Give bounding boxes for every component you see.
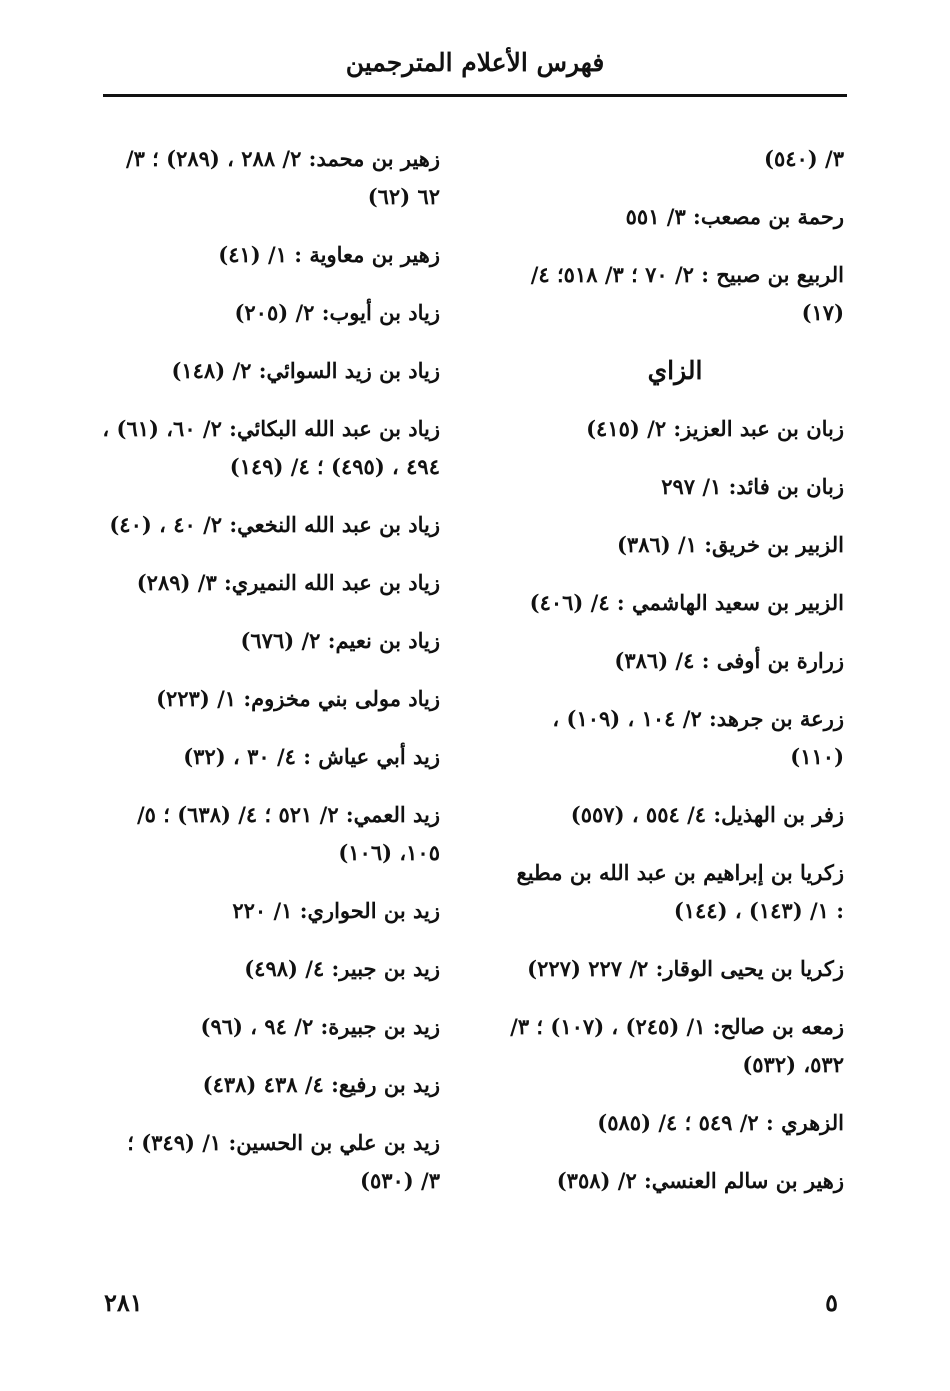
section-heading: الزاي [647,356,703,385]
index-entry: الزهري : ٢/ ٥٤٩ ؛ ٤/ (٥٨٥) [597,1110,844,1135]
index-entry: زياد بن أيوب: ٢/ (٢٠٥) [234,300,440,325]
signature-mark: ٥ [825,1288,838,1317]
index-entry: زيد العمي: ٢/ ٥٢١ ؛ ٤/ (٦٣٨) ؛ ٥/ ١٠٥، (١٠٦) [136,802,440,865]
index-entry: زرعة بن جرهد: ٢/ ١٠٤ ، (١٠٩) ، (١١٠) [552,706,844,769]
index-entry: زفر بن الهذيل: ٤/ ٥٥٤ ، (٥٥٧) [570,802,844,827]
index-entry: زيد بن الحواري: ١/ ٢٢٠ [232,898,440,923]
index-entry: الزبير بن سعيد الهاشمي : ٤/ (٤٠٦) [529,590,844,615]
index-entry: زياد بن زيد السوائي: ٢/ (١٤٨) [171,358,440,383]
index-entry: زياد مولى بني مخزوم: ١/ (٢٢٣) [156,686,440,711]
left-column [102,140,440,1220]
index-entry: زكريا بن إبراهيم بن عبد الله بن مطيع : ١/ (١٤٣) ، (١٤٤) [516,860,844,923]
index-entry: زيد بن علي بن الحسين: ١/ (٣٤٩) ؛ ٣/ (٥٣٠) [127,1130,440,1193]
index-entry: زيد بن رفيع: ٤/ ٤٣٨ (٤٣٨) [202,1072,440,1097]
page-number: ٢٨١ [104,1288,143,1317]
index-entry: ٣/ (٥٤٠) [764,146,844,171]
index-entry: زرارة بن أوفى : ٤/ (٣٨٦) [614,648,844,673]
index-entry: الزبير بن خريق: ١/ (٣٨٦) [616,532,844,557]
index-entry: زهير بن محمد: ٢/ ٢٨٨ ، (٢٨٩) ؛ ٣/ ٦٢ (٦٢) [125,146,440,209]
index-entry: زبان بن عبد العزيز: ٢/ (٤١٥) [586,416,844,441]
index-entry: زياد بن عبد الله النخعي: ٢/ ٤٠ ، (٤٠) [109,512,440,537]
index-entry: زكريا بن يحيى الوقار: ٢/ ٢٢٧ (٢٢٧) [527,956,844,981]
index-entry: زياد بن نعيم: ٢/ (٦٧٦) [240,628,440,653]
index-entry: زهير بن معاوية : ١/ (٤١) [218,242,440,267]
index-entry: زيد أبي عياش : ٤/ ٣٠ ، (٣٢) [183,744,440,769]
index-entry: زبان بن فائد: ١/ ٢٩٧ [661,474,844,499]
index-entry: الربيع بن صبيح : ٢/ ٧٠ ؛ ٣/ ٥١٨؛ ٤/ (١٧) [530,262,844,325]
index-entry: زياد بن عبد الله البكائي: ٢/ ٦٠، (٦١) ، ٤٩٤ ، (٤٩٥) ؛ ٤/ (١٤٩) [102,416,440,479]
index-entry: رحمة بن مصعب: ٣/ ٥٥١ [625,204,844,229]
index-entry: زيد بن جبيرة: ٢/ ٩٤ ، (٩٦) [200,1014,440,1039]
index-entry: زيد بن جبير: ٤/ (٤٩٨) [244,956,440,981]
index-entry: زمعه بن صالح: ١/ (٢٤٥) ، (١٠٧) ؛ ٣/ ٥٣٢، (٥٣٢) [510,1014,844,1077]
page-header-title: فهرس الأعلام المترجمين [345,48,605,77]
index-entry: زياد بن عبد الله النميري: ٣/ (٢٨٩) [136,570,440,595]
header-rule [103,94,847,97]
right-column [506,140,844,1220]
index-entry: زهير بن سالم العنسي: ٢/ (٣٥٨) [556,1168,844,1193]
